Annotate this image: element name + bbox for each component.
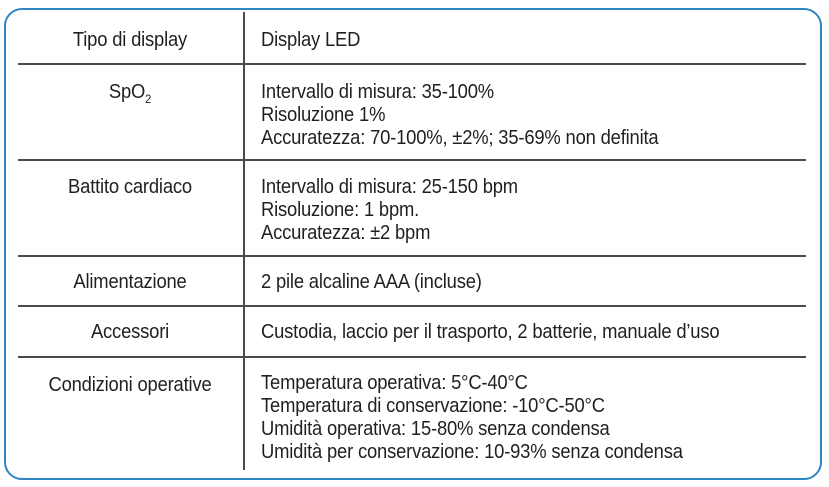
row-divider <box>18 356 806 358</box>
value-line: Temperatura di conservazione: -10°C-50°C <box>261 395 605 417</box>
row-value-operating-conditions <box>261 372 776 464</box>
row-value-spo2 <box>261 81 776 150</box>
value-line: Risoluzione 1% <box>261 104 386 126</box>
row-value-power <box>261 271 776 294</box>
value-line: Umidità operativa: 15-80% senza condensa <box>261 418 610 440</box>
row-label-power: Alimentazione <box>73 271 187 293</box>
row-divider <box>18 305 806 307</box>
value-line: Risoluzione: 1 bpm. <box>261 199 420 221</box>
row-divider <box>18 159 806 161</box>
value-line: 2 pile alcaline AAA (incluse) <box>261 271 482 293</box>
value-line: Intervallo di misura: 25-150 bpm <box>261 176 518 198</box>
spo2-label-main: SpO <box>108 81 146 103</box>
value-line: Intervallo di misura: 35-100% <box>261 81 494 103</box>
row-label-spo2 <box>29 81 231 110</box>
row-divider <box>18 63 806 65</box>
row-value-display-type <box>261 29 776 52</box>
row-label-accessories: Accessori <box>90 321 170 343</box>
column-divider <box>243 12 245 470</box>
value-line: Accuratezza: ±2 bpm <box>261 222 431 244</box>
row-value-accessories <box>261 321 776 344</box>
value-line: Accuratezza: 70-100%, ±2%; 35-69% non definita <box>261 127 659 149</box>
row-label-heart-rate: Battito cardiaco <box>68 176 192 198</box>
value-line: Display LED <box>261 29 361 51</box>
value-line: Temperatura operativa: 5°C-40°C <box>261 372 528 394</box>
value-line: Custodia, laccio per il trasporto, 2 batterie, manuale d’uso <box>261 321 720 343</box>
row-label-display-type: Tipo di display <box>72 29 188 51</box>
spo2-label-subscript: 2 <box>145 92 152 106</box>
row-divider <box>18 255 806 257</box>
row-label-operating-conditions: Condizioni operative <box>48 374 212 396</box>
row-value-heart-rate <box>261 176 776 245</box>
value-line: Umidità per conservazione: 10-93% senza condensa <box>261 441 683 463</box>
